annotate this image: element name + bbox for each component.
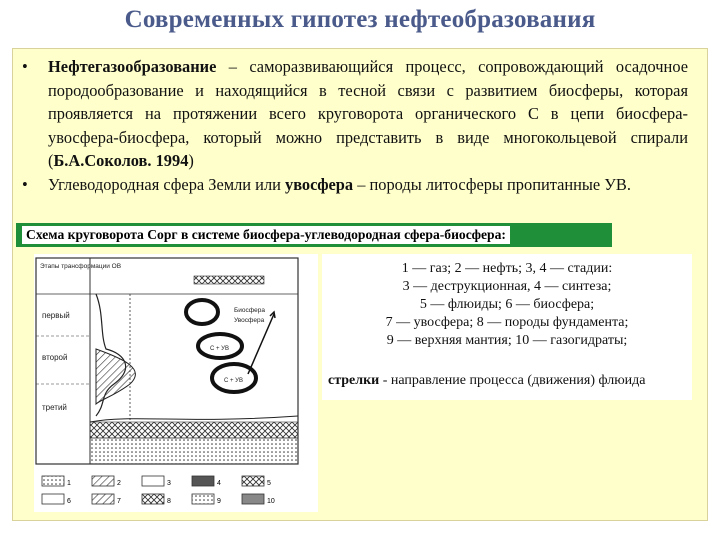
legend-num: 9	[217, 498, 221, 505]
diagram-header: Этапы трансформации ОВ	[40, 263, 122, 270]
bullet-reference: Б.А.Соколов. 1994	[53, 151, 189, 170]
legend-swatch	[42, 476, 64, 486]
bullet-text: – породы литосферы пропитанные УВ.	[353, 174, 631, 194]
biosphere-label: Биосфера	[234, 307, 265, 314]
legend-num: 5	[267, 480, 271, 487]
legend-num: 8	[167, 498, 171, 505]
bullet-text: – саморазвивающийся процесс, сопровождающий осадочное породообразование и находящийся в тесной связи с развитием биосферы, которая проявляется на протяжении всего круговорота органического С в цепи биосфера-увосфера-биосфера, который можно представить в виде многокольцевой спирали (	[48, 57, 688, 170]
legend-line: 5 — флюиды; 6 — биосфера;	[419, 297, 595, 312]
legend-arrows-term: стрелки	[328, 373, 380, 388]
legend-swatch	[142, 476, 164, 486]
legend-swatch	[242, 494, 264, 504]
bullet-term: Нефтегазообразование	[48, 57, 217, 76]
legend-swatch	[92, 494, 114, 504]
legend-line: 1 — газ; 2 — нефть; 3, 4 — стадии:	[401, 261, 613, 276]
upper-mantle	[90, 438, 298, 464]
ring-label: С + УВ	[224, 378, 243, 384]
uvosphere-label: Увосфера	[234, 317, 265, 324]
bullet-lead: Углеводородная сфера Земли или	[48, 174, 285, 194]
legend-num: 10	[267, 498, 275, 505]
legend-arrows-text: - направление процесса (движения) флюида	[379, 373, 646, 388]
figure-caption-bar	[16, 223, 612, 247]
legend-num: 2	[117, 480, 121, 487]
diagram-legend	[42, 476, 275, 505]
legend-num: 4	[217, 480, 221, 487]
cycle-diagram	[34, 254, 318, 512]
legend-num: 6	[67, 498, 71, 505]
biosphere-band	[194, 276, 264, 284]
legend-num: 1	[67, 480, 71, 487]
bullet-list	[22, 55, 688, 196]
legend-swatch	[192, 476, 214, 486]
legend-swatch	[242, 476, 264, 486]
stage-label-first: первый	[42, 311, 70, 320]
legend-swatch	[42, 494, 64, 504]
legend-line: 9 — верхняя мантия; 10 — газогидраты;	[386, 333, 628, 348]
oil-window	[96, 349, 135, 404]
surface-line	[90, 416, 298, 422]
legend-swatch	[142, 494, 164, 504]
bullet-text-end: )	[188, 151, 194, 170]
legend-arrows-line	[328, 372, 698, 390]
legend-num: 3	[167, 480, 171, 487]
legend-line: 7 — увосфера; 8 — породы фундамента;	[385, 315, 629, 330]
basement-rocks	[90, 422, 298, 438]
legend-panel	[322, 254, 692, 400]
slide-title: Современных гипотез нефтеобразования	[124, 6, 596, 33]
figure-caption: Схема круговорота Сорг в системе биосфера-углеводородная сфера-биосфера:	[22, 226, 510, 244]
bullet-dot-icon: •	[22, 57, 28, 76]
legend-swatch	[192, 494, 214, 504]
bullet-item	[22, 55, 688, 173]
spiral-ring	[186, 300, 218, 324]
bullet-dot-icon: •	[22, 174, 28, 194]
legend-swatch	[92, 476, 114, 486]
legend-num: 7	[117, 498, 121, 505]
bullet-item	[22, 173, 688, 197]
stage-label-third: третий	[42, 403, 67, 412]
ring-label: С + УВ	[210, 346, 229, 352]
bullet-term: увосфера	[285, 174, 354, 194]
legend-line: 3 — деструкционная, 4 — синтеза;	[402, 279, 612, 294]
stage-label-second: второй	[42, 353, 68, 362]
cycle-diagram-svg	[34, 254, 318, 512]
